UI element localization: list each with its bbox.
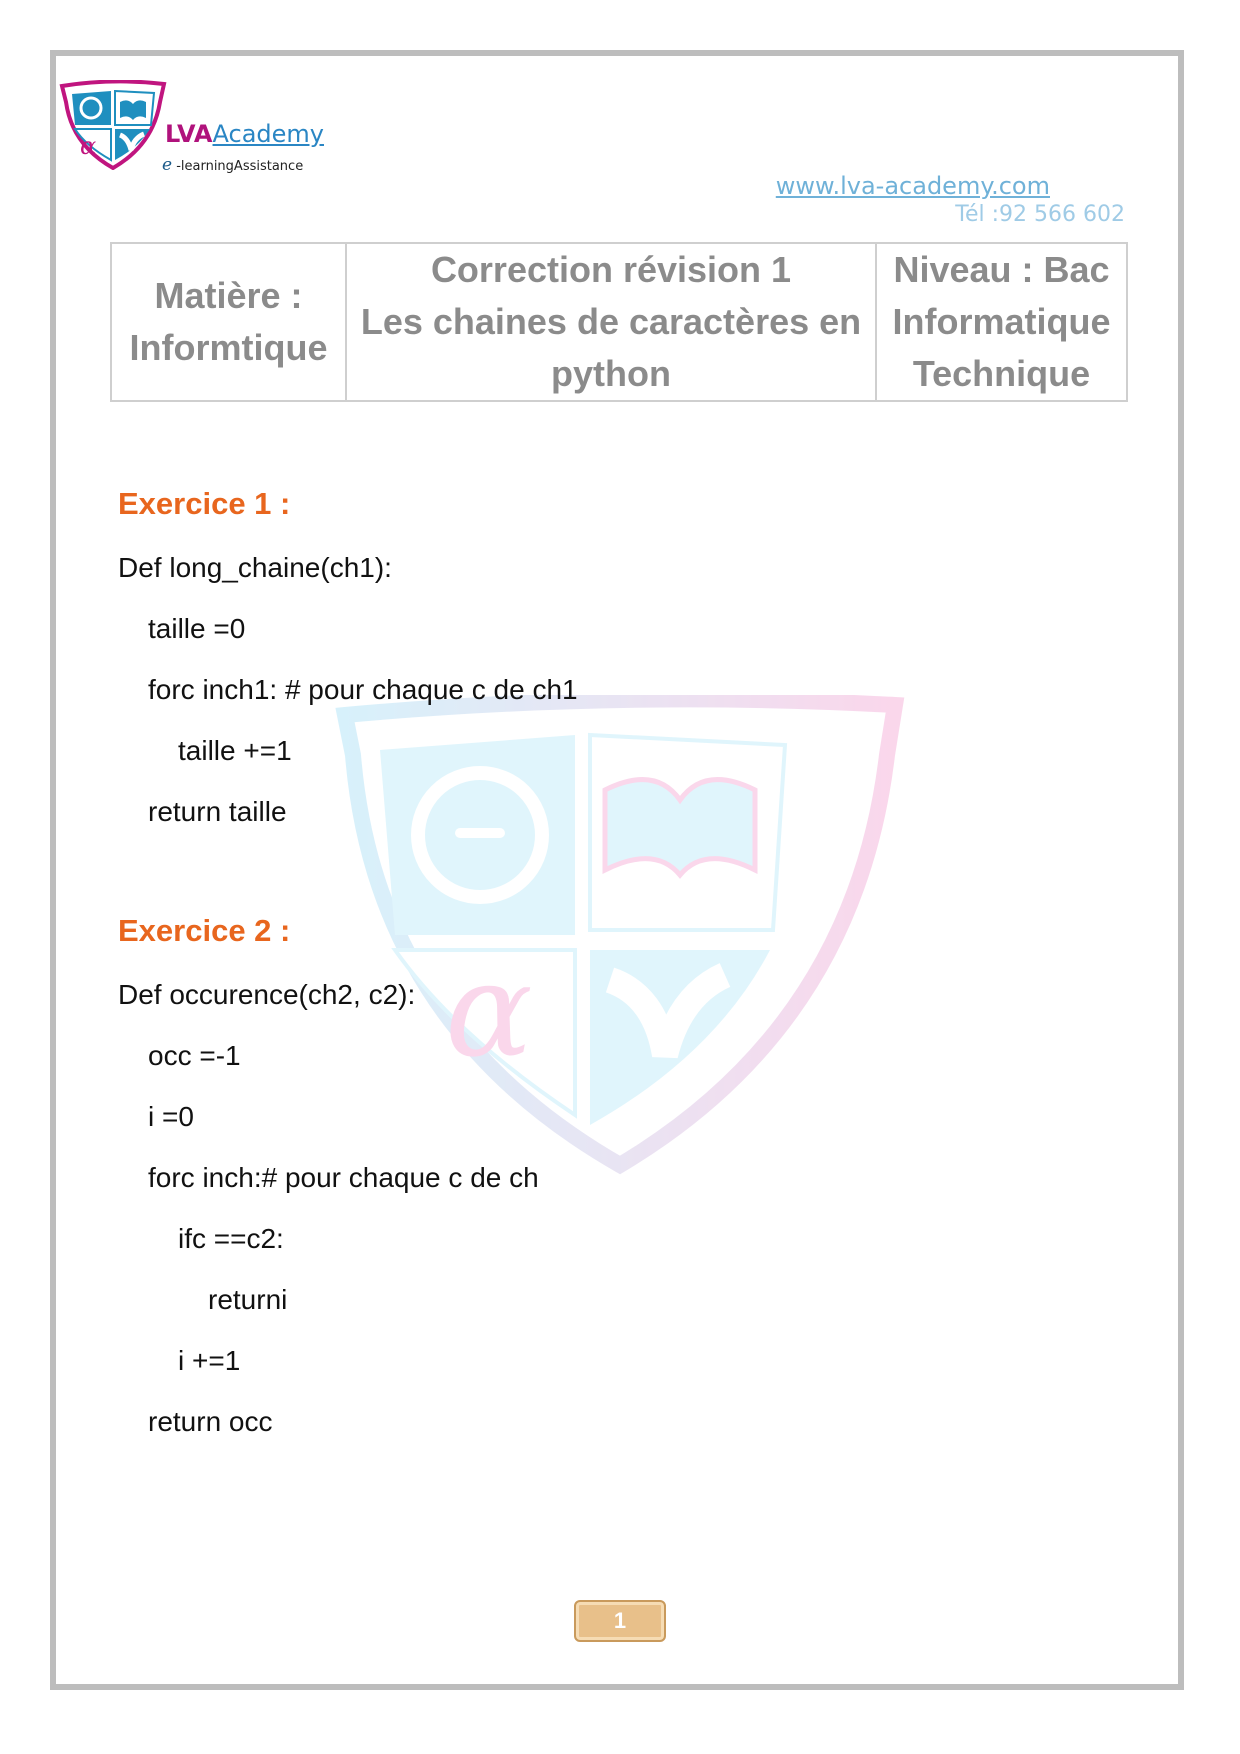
code-line: returni [208, 1284, 288, 1315]
code-line: forc inch:# pour chaque c de ch [148, 1162, 539, 1193]
brand-lva: LVA [165, 120, 213, 148]
tagline-text: -learningAssistance [172, 159, 304, 174]
subject-value: Informtique [129, 327, 328, 368]
title-cell [346, 243, 876, 401]
header-table [110, 242, 1128, 402]
brand-academy: Academy [212, 120, 324, 148]
tagline-e: e [162, 155, 173, 175]
svg-text:α: α [445, 934, 533, 1086]
exercise-2-title: Exercice 2 : [118, 913, 291, 948]
level-line-1: Niveau : Bac [893, 249, 1110, 290]
brand-name [165, 120, 324, 148]
code-line: forc inch1: # pour chaque c de ch1 [148, 674, 578, 705]
shield-watermark-icon [335, 695, 905, 1185]
code-line: i +=1 [178, 1345, 241, 1376]
website-link[interactable]: www.lva-academy.com [775, 172, 1050, 200]
code-line: return occ [148, 1406, 273, 1437]
subject-label: Matière : [154, 275, 303, 316]
level-line-3: Technique [912, 353, 1091, 394]
code-line: return taille [148, 796, 287, 827]
title-line-2: Les chaines de caractères en [360, 301, 862, 342]
code-line: occ =-1 [148, 1040, 241, 1071]
telephone: Tél :92 566 602 [955, 202, 1125, 227]
code-line: taille =0 [148, 613, 246, 644]
page-number-badge: 1 [574, 1600, 666, 1642]
exercise-1-title: Exercice 1 : [118, 486, 291, 521]
subject-cell [111, 243, 346, 401]
title-line-3: python [551, 353, 671, 394]
svg-text:α: α [80, 132, 97, 160]
code-line: i =0 [148, 1101, 194, 1132]
code-line: Def long_chaine(ch1): [118, 552, 392, 583]
title-line-1: Correction révision 1 [430, 249, 792, 290]
brand-tagline [162, 155, 303, 175]
level-line-2: Informatique [892, 301, 1111, 342]
code-line: ifc ==c2: [178, 1223, 284, 1254]
code-line: taille +=1 [178, 735, 292, 766]
code-line: Def occurence(ch2, c2): [118, 979, 416, 1010]
shield-logo-icon [58, 80, 168, 170]
level-cell [876, 243, 1127, 401]
